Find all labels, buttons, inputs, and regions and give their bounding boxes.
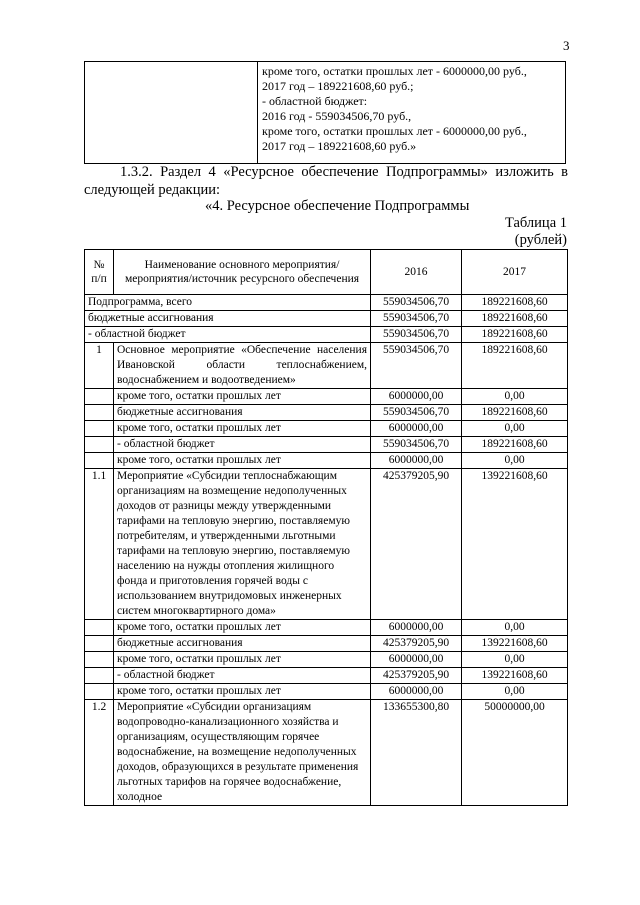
table-unit: (рублей) — [514, 232, 567, 248]
continuation-line: 2017 год – 189221608,60 руб.; — [262, 79, 414, 93]
row-name: кроме того, остатки прошлых лет — [114, 389, 371, 405]
header-num: № п/п — [85, 250, 114, 295]
table-row — [85, 453, 568, 469]
table-row — [85, 652, 568, 668]
row-value-2016: 425379205,90 — [371, 636, 462, 652]
row-value-2017: 0,00 — [462, 453, 568, 469]
table-header-row — [85, 250, 568, 295]
row-name: бюджетные ассигнования — [85, 311, 371, 327]
table-row — [85, 389, 568, 405]
section-heading: «4. Ресурсное обеспечение Подпрограммы — [205, 198, 470, 214]
table-row — [85, 469, 568, 620]
row-value-2017: 139221608,60 — [462, 469, 568, 620]
row-name: Подпрограмма, всего — [85, 295, 371, 311]
table-caption: Таблица 1 — [504, 215, 567, 231]
header-2016: 2016 — [371, 250, 462, 295]
continuation-empty-cell — [85, 62, 258, 164]
table-row — [85, 421, 568, 437]
row-value-2016: 6000000,00 — [371, 652, 462, 668]
row-name: кроме того, остатки прошлых лет — [114, 652, 371, 668]
row-value-2017: 0,00 — [462, 620, 568, 636]
row-value-2016: 559034506,70 — [371, 343, 462, 389]
row-name: кроме того, остатки прошлых лет — [114, 453, 371, 469]
continuation-table — [84, 61, 566, 164]
row-value-2016: 6000000,00 — [371, 620, 462, 636]
row-value-2017: 189221608,60 — [462, 405, 568, 421]
row-value-2016: 133655300,80 — [371, 700, 462, 806]
row-value-2016: 559034506,70 — [371, 295, 462, 311]
row-value-2017: 139221608,60 — [462, 636, 568, 652]
row-num — [85, 668, 114, 684]
resource-table — [84, 249, 568, 806]
row-num — [85, 389, 114, 405]
row-name: кроме того, остатки прошлых лет — [114, 421, 371, 437]
row-value-2017: 0,00 — [462, 684, 568, 700]
row-name: - областной бюджет — [114, 668, 371, 684]
row-name: Основное мероприятие «Обеспечение населения Ивановской области теплоснабжением, водоснабжением и водоотведением» — [114, 343, 371, 389]
row-name: бюджетные ассигнования — [114, 636, 371, 652]
row-value-2017: 189221608,60 — [462, 295, 568, 311]
row-name: Мероприятие «Субсидии теплоснабжающим организациям на возмещение недополученных доходов от разницы между утвержденными тарифами на тепловую энергию, поставляемую потребителям, и утвержденными льготными тарифами на тепловую энергию, поставляемую населению на нужды отопления жилищного фонда и приготовления горячей воды с использованием внутридомовых инженерных систем многоквартирного дома» — [114, 469, 371, 620]
row-name: бюджетные ассигнования — [114, 405, 371, 421]
row-value-2017: 0,00 — [462, 421, 568, 437]
table-row — [85, 311, 568, 327]
row-num — [85, 437, 114, 453]
page-number: 3 — [563, 38, 570, 53]
row-value-2016: 6000000,00 — [371, 453, 462, 469]
row-value-2017: 50000000,00 — [462, 700, 568, 806]
continuation-line: 2016 год - 559034506,70 руб., — [262, 109, 412, 123]
row-value-2017: 0,00 — [462, 389, 568, 405]
row-name: кроме того, остатки прошлых лет — [114, 620, 371, 636]
table-row — [85, 668, 568, 684]
table-row — [85, 636, 568, 652]
table-row — [85, 684, 568, 700]
table-row — [85, 405, 568, 421]
table-row — [85, 700, 568, 806]
row-value-2016: 425379205,90 — [371, 469, 462, 620]
row-num — [85, 652, 114, 668]
continuation-line: 2017 год – 189221608,60 руб.» — [262, 139, 417, 153]
table-row — [85, 437, 568, 453]
header-2017: 2017 — [462, 250, 568, 295]
continuation-line: - областной бюджет: — [262, 94, 368, 108]
row-value-2016: 6000000,00 — [371, 421, 462, 437]
table-row — [85, 343, 568, 389]
row-value-2016: 559034506,70 — [371, 437, 462, 453]
row-num — [85, 620, 114, 636]
row-value-2016: 559034506,70 — [371, 405, 462, 421]
row-value-2017: 189221608,60 — [462, 437, 568, 453]
row-num: 1.2 — [85, 700, 114, 806]
continuation-line: кроме того, остатки прошлых лет - 6000000,00 руб., — [262, 124, 527, 138]
row-value-2016: 559034506,70 — [371, 311, 462, 327]
row-name: - областной бюджет — [114, 437, 371, 453]
row-value-2016: 6000000,00 — [371, 389, 462, 405]
continuation-line: кроме того, остатки прошлых лет - 6000000,00 руб., — [262, 64, 527, 78]
row-num — [85, 405, 114, 421]
continuation-text-cell — [258, 62, 566, 164]
row-name: кроме того, остатки прошлых лет — [114, 684, 371, 700]
row-num — [85, 684, 114, 700]
row-value-2016: 425379205,90 — [371, 668, 462, 684]
row-num — [85, 453, 114, 469]
amendment-paragraph: 1.3.2. Раздел 4 «Ресурсное обеспечение Подпрограммы» изложить в следующей редакции: — [84, 164, 568, 198]
table-row — [85, 295, 568, 311]
row-value-2017: 189221608,60 — [462, 311, 568, 327]
row-value-2016: 6000000,00 — [371, 684, 462, 700]
row-num: 1.1 — [85, 469, 114, 620]
row-name: - областной бюджет — [85, 327, 371, 343]
table-row — [85, 327, 568, 343]
table-row — [85, 620, 568, 636]
row-value-2017: 189221608,60 — [462, 327, 568, 343]
row-value-2016: 559034506,70 — [371, 327, 462, 343]
row-value-2017: 0,00 — [462, 652, 568, 668]
row-num — [85, 636, 114, 652]
row-num: 1 — [85, 343, 114, 389]
row-value-2017: 139221608,60 — [462, 668, 568, 684]
row-value-2017: 189221608,60 — [462, 343, 568, 389]
row-num — [85, 421, 114, 437]
row-name: Мероприятие «Субсидии организациям водопроводно-канализационного хозяйства и организациям, осуществляющим горячее водоснабжение, на возмещение недополученных доходов, образующихся в результате применения льготных тарифов на горячее водоснабжение, холодное — [114, 700, 371, 806]
header-name: Наименование основного мероприятия/мероприятия/источник ресурсного обеспечения — [114, 250, 371, 295]
